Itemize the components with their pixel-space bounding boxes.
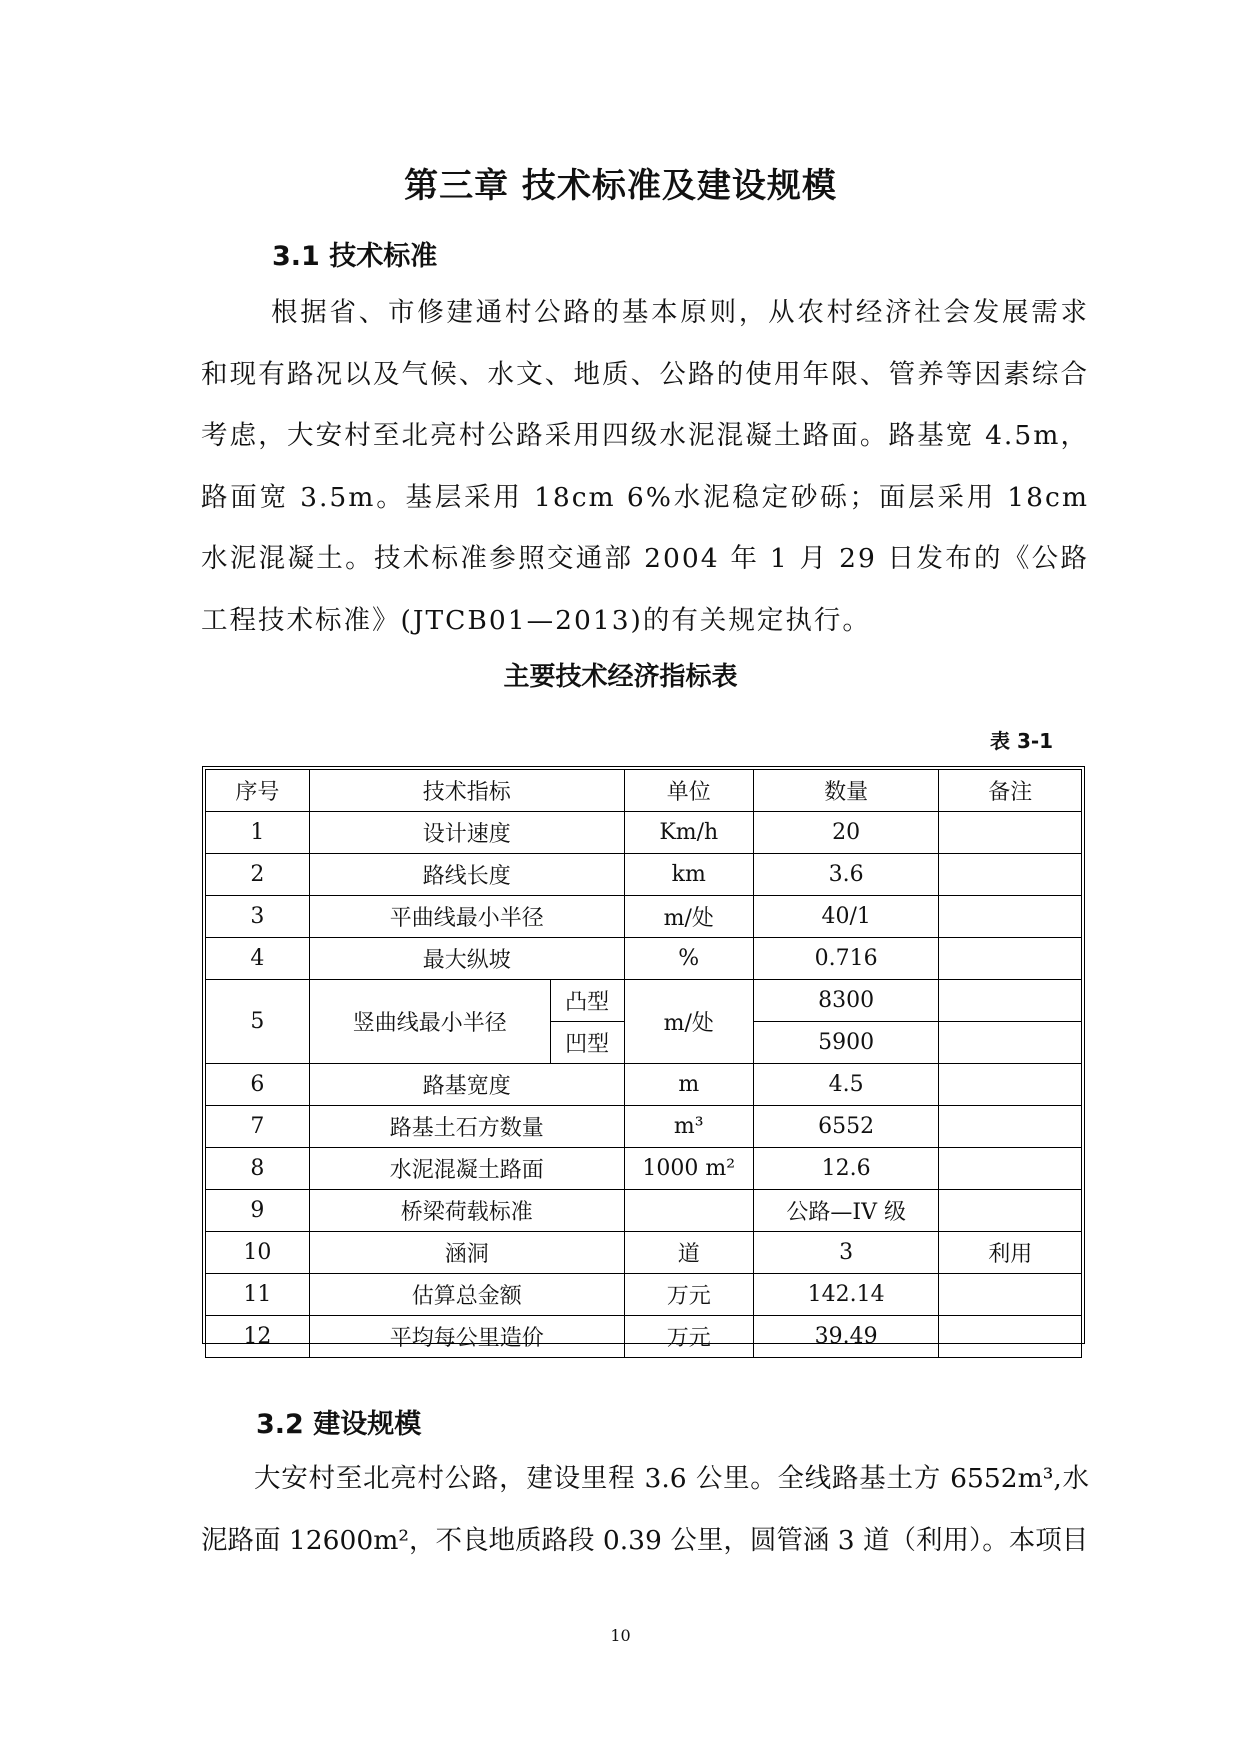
- table-row: [206, 938, 1082, 980]
- cell-quantity-concave: 5900: [753, 1022, 939, 1064]
- cell-seq: 12: [206, 1316, 310, 1358]
- cell-quantity: 4.5: [753, 1064, 939, 1106]
- cell-indicator: 平曲线最小半径: [309, 896, 624, 938]
- table-row: [206, 980, 1082, 1022]
- table-row: [206, 1274, 1082, 1316]
- cell-indicator: 桥梁荷载标准: [309, 1190, 624, 1232]
- cell-seq: 7: [206, 1106, 310, 1148]
- table-row: [206, 812, 1082, 854]
- cell-remark: [939, 812, 1082, 854]
- section-title-technical-standards: 3.1 技术标准: [272, 241, 438, 272]
- table-row: [206, 896, 1082, 938]
- cell-unit: m: [624, 1064, 753, 1106]
- cell-unit: 道: [624, 1232, 753, 1274]
- cell-indicator: 平均每公里造价: [309, 1316, 624, 1358]
- cell-seq: 5: [206, 980, 310, 1064]
- table-title: 主要技术经济指标表: [503, 662, 738, 692]
- cell-sub-indicator-convex: 凸型: [550, 980, 624, 1022]
- cell-remark: [939, 1064, 1082, 1106]
- table-row: [206, 1106, 1082, 1148]
- cell-seq: 9: [206, 1190, 310, 1232]
- cell-unit: [624, 1190, 753, 1232]
- cell-indicator: 设计速度: [309, 812, 624, 854]
- cell-remark: [939, 896, 1082, 938]
- cell-quantity: 0.716: [753, 938, 939, 980]
- cell-indicator: 涵洞: [309, 1232, 624, 1274]
- table-row: [206, 854, 1082, 896]
- cell-quantity: 12.6: [753, 1148, 939, 1190]
- table-row: [206, 1232, 1082, 1274]
- cell-indicator: 路基宽度: [309, 1064, 624, 1106]
- cell-remark: [939, 1274, 1082, 1316]
- cell-remark: 利用: [939, 1232, 1082, 1274]
- cell-quantity: 40/1: [753, 896, 939, 938]
- cell-quantity: 20: [753, 812, 939, 854]
- header-seq: 序号: [206, 770, 310, 812]
- page-number: 10: [610, 1626, 631, 1645]
- cell-quantity: 3.6: [753, 854, 939, 896]
- header-unit: 单位: [624, 770, 753, 812]
- section-title-construction-scale: 3.2 建设规模: [256, 1409, 422, 1440]
- cell-quantity: 39.49: [753, 1316, 939, 1358]
- cell-remark: [939, 938, 1082, 980]
- table-row: [206, 1148, 1082, 1190]
- cell-remark: [939, 1148, 1082, 1190]
- cell-seq: 4: [206, 938, 310, 980]
- header-remark: 备注: [939, 770, 1082, 812]
- indicators-table: [205, 769, 1082, 1358]
- cell-remark: [939, 1022, 1082, 1064]
- cell-quantity: 公路—IV 级: [753, 1190, 939, 1232]
- cell-quantity: 3: [753, 1232, 939, 1274]
- cell-quantity: 6552: [753, 1106, 939, 1148]
- cell-remark: [939, 980, 1082, 1022]
- cell-sub-indicator-concave: 凹型: [550, 1022, 624, 1064]
- cell-remark: [939, 854, 1082, 896]
- cell-unit: m/处: [624, 980, 753, 1064]
- cell-unit: 万元: [624, 1274, 753, 1316]
- cell-remark: [939, 1106, 1082, 1148]
- cell-unit: %: [624, 938, 753, 980]
- cell-indicator: 最大纵坡: [309, 938, 624, 980]
- cell-seq: 8: [206, 1148, 310, 1190]
- table-header-row: [206, 770, 1082, 812]
- cell-unit: 万元: [624, 1316, 753, 1358]
- cell-quantity-convex: 8300: [753, 980, 939, 1022]
- table-number: 表 3-1: [990, 729, 1054, 753]
- cell-unit: Km/h: [624, 812, 753, 854]
- chapter-title: 第三章 技术标准及建设规模: [404, 166, 837, 206]
- header-quantity: 数量: [753, 770, 939, 812]
- table-row: [206, 1190, 1082, 1232]
- cell-seq: 10: [206, 1232, 310, 1274]
- cell-unit: km: [624, 854, 753, 896]
- technical-standards-paragraph: 根据省、市修建通村公路的基本原则，从农村经济社会发展需求和现有路况以及气候、水文、地质、公路的使用年限、管养等因素综合考虑，大安村至北亮村公路采用四级水泥混凝土路面。路基宽 4.5m，路面宽 3.5m。基层采用 18cm 6%水泥稳定砂砾；面层采用 18cm 水泥混凝土。技术标准参照交通部 2004 年 1 月 29 日发布的《公路工程技术标准》(JTCB01—2013)的有关规定执行。: [201, 297, 1089, 636]
- cell-seq: 3: [206, 896, 310, 938]
- cell-seq: 2: [206, 854, 310, 896]
- table-row: [206, 1064, 1082, 1106]
- cell-indicator: 水泥混凝土路面: [309, 1148, 624, 1190]
- cell-unit: 1000 m²: [624, 1148, 753, 1190]
- cell-unit: m/处: [624, 896, 753, 938]
- construction-scale-paragraph: 大安村至北亮村公路，建设里程 3.6 公里。全线路基土方 6552m³,水泥路面 12600m²，不良地质路段 0.39 公里，圆管涵 3 道（利用）。本项目: [201, 1463, 1089, 1556]
- cell-seq: 6: [206, 1064, 310, 1106]
- cell-seq: 11: [206, 1274, 310, 1316]
- cell-unit: m³: [624, 1106, 753, 1148]
- cell-indicator: 路基土石方数量: [309, 1106, 624, 1148]
- cell-remark: [939, 1190, 1082, 1232]
- table-row: [206, 1316, 1082, 1358]
- header-indicator: 技术指标: [309, 770, 624, 812]
- cell-indicator: 估算总金额: [309, 1274, 624, 1316]
- cell-quantity: 142.14: [753, 1274, 939, 1316]
- cell-seq: 1: [206, 812, 310, 854]
- cell-indicator: 路线长度: [309, 854, 624, 896]
- cell-indicator: 竖曲线最小半径: [309, 980, 550, 1064]
- indicators-table-frame: [202, 766, 1085, 1351]
- cell-remark: [939, 1316, 1082, 1358]
